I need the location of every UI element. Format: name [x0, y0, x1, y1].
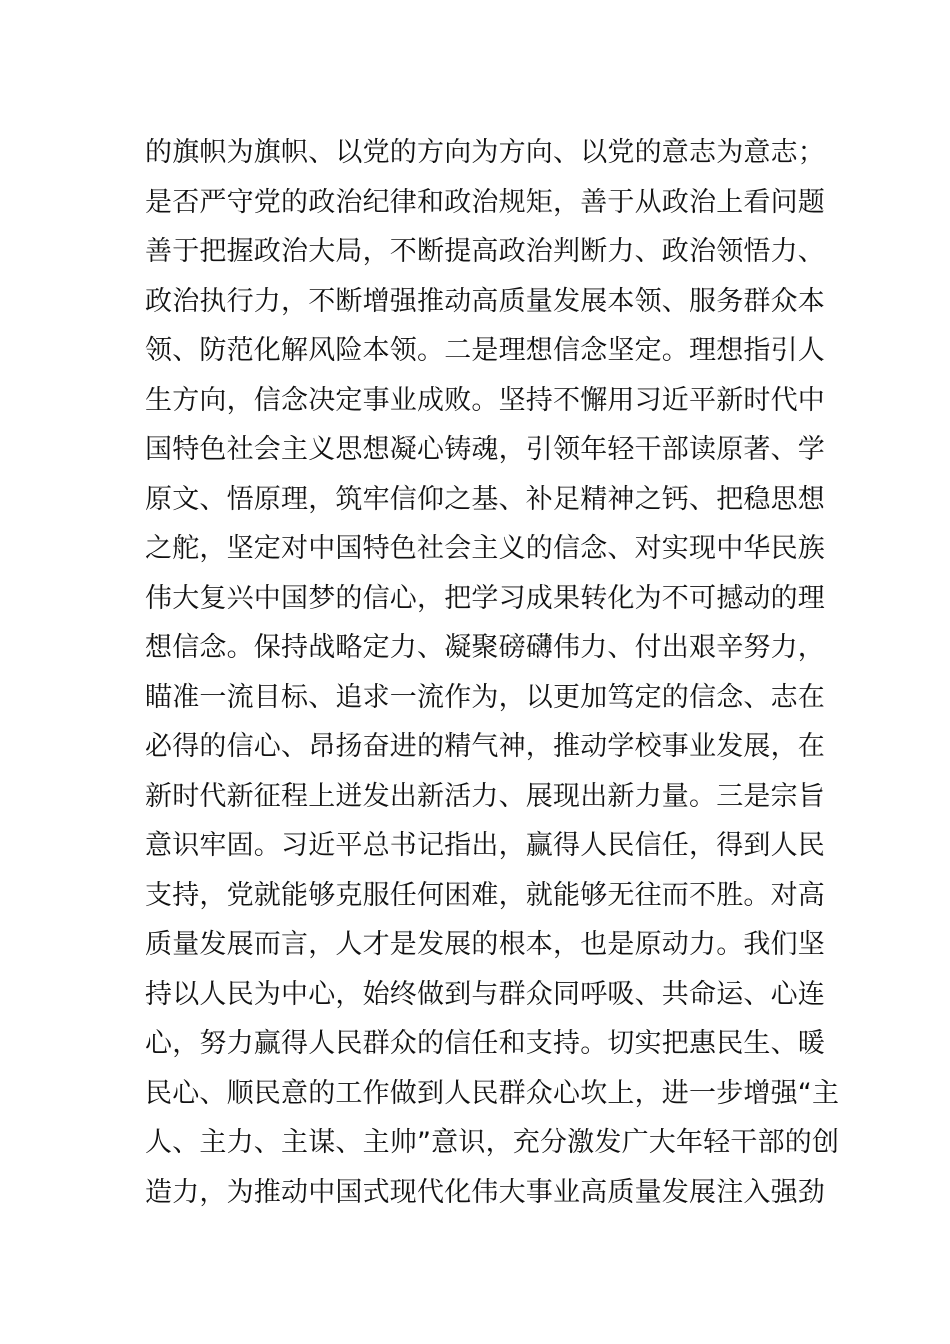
body-paragraph: [145, 128, 840, 1217]
text-line: 意识牢固。习近平总书记指出，赢得人民信任，得到人民: [145, 830, 825, 861]
text-line: 政治执行力，不断增强推动高质量发展本领、服务群众本: [145, 285, 825, 317]
text-line: 持以人民为中心，始终做到与群众同呼吸、共命运、心连: [145, 978, 825, 1010]
text-line: 想信念。保持战略定力、凝聚磅礴伟力、付出艰辛努力，: [145, 632, 825, 663]
text-line: 人、主力、主谋、主帅”意识，充分激发广大年轻干部的创: [145, 1127, 840, 1158]
text-line: 支持，党就能够克服任何困难，就能够无往而不胜。对高: [145, 879, 825, 911]
text-line: 原文、悟原理，筑牢信仰之基、补足精神之钙、把稳思想: [145, 483, 825, 515]
text-line: 善于把握政治大局，不断提高政治判断力、政治领悟力、: [145, 236, 825, 267]
text-line: 民心、顺民意的工作做到人民群众心坎上，进一步增强“主: [145, 1077, 840, 1109]
text-line: 瞄准一流目标、追求一流作为，以更加笃定的信念、志在: [145, 681, 825, 713]
text-line: 领、防范化解风险本领。二是理想信念坚定。理想指引人: [145, 335, 825, 366]
text-line: 必得的信心、昂扬奋进的精气神，推动学校事业发展，在: [145, 731, 825, 762]
text-line: 心，努力赢得人民群众的信任和支持。切实把惠民生、暖: [145, 1028, 825, 1059]
text-line: 质量发展而言，人才是发展的根本，也是原动力。我们坚: [145, 929, 825, 960]
text-line: 是否严守党的政治纪律和政治规矩，善于从政治上看问题: [145, 186, 825, 218]
text-line: 的旗帜为旗帜、以党的方向为方向、以党的意志为意志；: [145, 137, 825, 168]
text-line: 新时代新征程上迸发出新活力、展现出新力量。三是宗旨: [145, 780, 825, 812]
text-line: 伟大复兴中国梦的信心，把学习成果转化为不可撼动的理: [145, 582, 825, 614]
text-line: 国特色社会主义思想凝心铸魂，引领年轻干部读原著、学: [145, 434, 825, 465]
text-line: 造力，为推动中国式现代化伟大事业高质量发展注入强劲: [145, 1176, 825, 1208]
text-line: 之舵，坚定对中国特色社会主义的信念、对实现中华民族: [145, 533, 825, 564]
text-line: 生方向，信念决定事业成败。坚持不懈用习近平新时代中: [145, 384, 825, 416]
